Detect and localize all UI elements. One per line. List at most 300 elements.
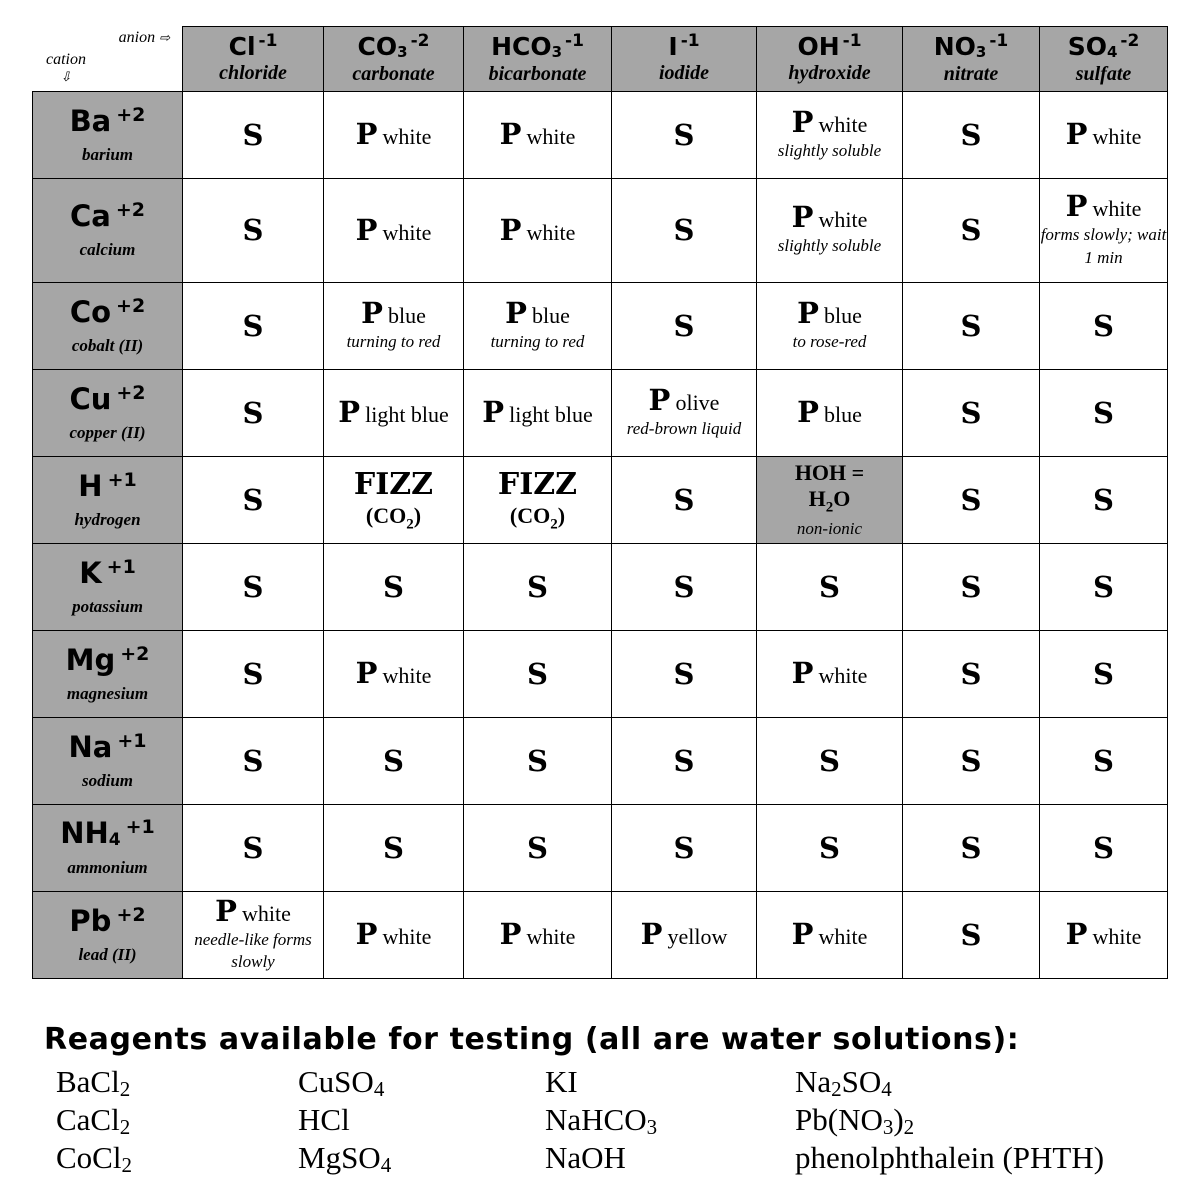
result-line xyxy=(903,569,1039,604)
precipitate-color: white xyxy=(382,663,432,688)
result-line xyxy=(464,917,611,951)
result-line xyxy=(903,482,1039,517)
anion-symbol-base: NO xyxy=(933,31,976,61)
reagent-item xyxy=(795,1066,892,1100)
soluble-mark: S xyxy=(673,656,695,691)
result-cell xyxy=(903,718,1040,805)
precipitate-mark: P xyxy=(361,295,383,330)
result-cell xyxy=(903,892,1040,979)
water-formula-base: H xyxy=(808,485,826,511)
result-cell xyxy=(464,457,612,544)
result-cell xyxy=(757,179,903,283)
result-cell xyxy=(1040,457,1168,544)
result-cell xyxy=(612,718,757,805)
solubility-table-body xyxy=(33,92,1168,979)
anion-symbol xyxy=(757,33,902,59)
result-cell xyxy=(612,631,757,718)
soluble-mark: S xyxy=(383,830,404,865)
result-line xyxy=(183,482,323,517)
result-cell xyxy=(464,179,612,283)
result-line xyxy=(324,117,463,151)
result-cell xyxy=(1040,892,1168,979)
result-cell xyxy=(903,92,1040,179)
reagent-text: CoCl xyxy=(56,1140,122,1175)
reagent-subscript: 2 xyxy=(121,1153,132,1177)
result-line xyxy=(1040,189,1167,224)
result-cell xyxy=(464,370,612,457)
result-cell xyxy=(612,544,757,631)
precipitate-color: white xyxy=(818,111,868,137)
fizz-result: FIZZ xyxy=(497,466,578,502)
result-cell xyxy=(464,718,612,805)
cation-charge: +2 xyxy=(116,903,146,926)
result-cell xyxy=(757,544,903,631)
anion-charge: -2 xyxy=(410,30,430,51)
result-note: to rose-red xyxy=(792,331,867,351)
precipitate-color: blue xyxy=(532,302,570,328)
anion-symbol xyxy=(612,33,756,59)
result-line xyxy=(903,917,1039,952)
soluble-mark: S xyxy=(1093,395,1114,430)
result-cell xyxy=(757,718,903,805)
result-line xyxy=(464,656,611,691)
result-line xyxy=(903,117,1039,152)
reagent-text: ) xyxy=(893,1102,904,1137)
gas-formula xyxy=(324,503,463,533)
result-cell xyxy=(757,457,903,544)
cation-charge: +2 xyxy=(116,103,146,126)
reagent-text: CuSO xyxy=(298,1064,374,1099)
result-line xyxy=(1040,117,1167,151)
table-row xyxy=(33,718,1168,805)
anion-symbol-subscript: 3 xyxy=(551,42,563,61)
soluble-mark: S xyxy=(673,482,695,517)
corner-cell xyxy=(33,27,183,92)
cation-symbol xyxy=(33,729,182,764)
cation-symbol xyxy=(33,903,182,938)
precipitate-color: yellow xyxy=(667,924,728,949)
reagent-item xyxy=(545,1142,626,1173)
table-row xyxy=(33,457,1168,544)
soluble-mark: S xyxy=(960,743,982,778)
result-line xyxy=(757,395,902,429)
anion-symbol-subscript: 3 xyxy=(975,42,987,61)
result-line xyxy=(903,656,1039,691)
reagent-item xyxy=(298,1142,391,1176)
result-line xyxy=(903,830,1039,865)
result-line xyxy=(612,569,756,604)
result-cell xyxy=(757,370,903,457)
cation-header xyxy=(33,631,183,718)
anion-name: iodide xyxy=(659,62,709,84)
cation-charge: +2 xyxy=(115,199,145,221)
result-line xyxy=(183,893,323,928)
anion-header-row xyxy=(33,27,1168,92)
cation-symbol xyxy=(33,201,182,231)
cation-header xyxy=(33,892,183,979)
cation-symbol-base: H xyxy=(78,468,103,503)
result-line xyxy=(183,117,323,152)
table-row xyxy=(33,370,1168,457)
result-cell xyxy=(612,92,757,179)
anion-symbol-subscript: 4 xyxy=(1106,42,1118,61)
anion-symbol-base: I xyxy=(668,32,678,61)
result-cell xyxy=(464,283,612,370)
reagent-text: Pb(NO xyxy=(795,1102,883,1137)
precipitate-color: white xyxy=(1092,924,1142,949)
precipitate-mark: P xyxy=(215,893,237,928)
cation-charge: +2 xyxy=(116,381,146,404)
reagent-item xyxy=(298,1066,384,1100)
right-arrow-icon: ⇨ xyxy=(159,30,170,45)
anion-header xyxy=(464,27,612,92)
result-line xyxy=(1040,569,1167,604)
cation-symbol-base: Pb xyxy=(69,903,112,938)
cation-symbol xyxy=(33,555,182,590)
soluble-mark: S xyxy=(673,830,695,865)
precipitate-mark: P xyxy=(797,295,819,330)
reagent-text: HCl xyxy=(298,1102,350,1137)
reagent-subscript: 4 xyxy=(373,1077,385,1101)
soluble-mark: S xyxy=(960,656,982,691)
anion-symbol xyxy=(464,30,611,61)
cation-name: ammonium xyxy=(67,858,148,877)
cation-charge: +1 xyxy=(107,468,137,491)
result-cell xyxy=(324,718,464,805)
reagent-subscript: 2 xyxy=(831,1077,842,1101)
reagent-text: SO xyxy=(841,1064,882,1099)
cation-charge: +1 xyxy=(106,555,136,578)
precipitate-color: white xyxy=(818,924,868,949)
table-row xyxy=(33,92,1168,179)
result-note: needle-like forms slowly xyxy=(194,929,312,971)
result-cell xyxy=(612,179,757,283)
cation-name: cobalt (II) xyxy=(71,335,144,355)
result-line xyxy=(612,917,756,951)
anion-symbol-base: HCO xyxy=(491,31,552,61)
result-cell xyxy=(324,179,464,283)
result-line xyxy=(1040,395,1167,430)
precipitate-mark: P xyxy=(505,295,527,330)
reagent-item xyxy=(56,1142,132,1176)
result-cell xyxy=(612,457,757,544)
cation-header xyxy=(33,544,183,631)
precipitate-color: white xyxy=(242,900,291,926)
anion-symbol-subscript: 3 xyxy=(397,42,408,61)
cation-symbol-base: Na xyxy=(68,729,113,764)
precipitate-mark: P xyxy=(338,395,360,429)
result-cell xyxy=(183,179,324,283)
precipitate-mark: P xyxy=(355,917,378,951)
cation-header xyxy=(33,457,183,544)
soluble-mark: S xyxy=(819,743,840,778)
reagent-subscript: 3 xyxy=(882,1115,894,1139)
result-cell xyxy=(903,457,1040,544)
anion-charge: -1 xyxy=(258,31,278,51)
result-line xyxy=(757,743,902,778)
result-line xyxy=(757,104,902,139)
reagent-item xyxy=(298,1104,350,1135)
reagent-subscript: 4 xyxy=(380,1153,392,1177)
result-line xyxy=(324,395,463,429)
precipitate-mark: P xyxy=(482,395,504,429)
table-row xyxy=(33,805,1168,892)
gas-formula-end: ) xyxy=(413,502,422,528)
result-cell xyxy=(324,92,464,179)
water-formula-subscript: 2 xyxy=(825,499,834,516)
result-cell xyxy=(183,92,324,179)
cation-header xyxy=(33,718,183,805)
table-row xyxy=(33,892,1168,979)
cation-symbol-subscript: 4 xyxy=(108,830,121,850)
result-cell xyxy=(1040,544,1168,631)
cation-name: calcium xyxy=(79,240,136,259)
soluble-mark: S xyxy=(1093,308,1114,343)
result-cell xyxy=(183,457,324,544)
result-line xyxy=(183,830,323,865)
precipitate-mark: P xyxy=(499,117,522,151)
soluble-mark: S xyxy=(242,569,264,604)
cation-name: sodium xyxy=(81,770,134,790)
result-cell xyxy=(757,92,903,179)
soluble-mark: S xyxy=(383,743,404,778)
result-line xyxy=(464,395,611,429)
anion-header xyxy=(903,27,1040,92)
soluble-mark: S xyxy=(242,830,264,865)
result-cell xyxy=(183,370,324,457)
result-line xyxy=(757,569,902,604)
anion-name: bicarbonate xyxy=(488,62,587,85)
result-cell xyxy=(324,457,464,544)
result-line xyxy=(183,569,323,604)
cation-symbol-base: Ba xyxy=(69,103,112,138)
soluble-mark: S xyxy=(960,482,982,517)
result-cell xyxy=(183,283,324,370)
result-cell xyxy=(183,544,324,631)
anion-symbol xyxy=(324,30,463,61)
result-cell xyxy=(757,631,903,718)
cation-name: copper (II) xyxy=(69,422,146,442)
anion-name: sulfate xyxy=(1075,62,1132,85)
result-line xyxy=(757,200,902,235)
result-line xyxy=(464,212,611,247)
result-line xyxy=(464,295,611,330)
result-line xyxy=(1040,830,1167,865)
result-cell xyxy=(903,283,1040,370)
soluble-mark: S xyxy=(960,917,982,952)
soluble-mark: S xyxy=(1093,830,1114,865)
anion-header xyxy=(183,27,324,92)
anion-charge: -1 xyxy=(989,30,1009,51)
result-cell xyxy=(612,283,757,370)
soluble-mark: S xyxy=(673,569,695,604)
cation-symbol xyxy=(33,818,182,849)
soluble-mark: S xyxy=(527,569,548,604)
soluble-mark: S xyxy=(242,656,264,691)
water-result: HOH = xyxy=(794,459,865,485)
reagent-item xyxy=(545,1066,578,1097)
table-row xyxy=(33,283,1168,370)
anion-charge: -2 xyxy=(1120,30,1140,51)
result-note: slightly soluble xyxy=(777,236,882,256)
gas-formula-subscript: 2 xyxy=(406,516,414,533)
precipitate-color: light blue xyxy=(509,402,593,427)
cation-name: barium xyxy=(81,144,134,164)
precipitate-color: white xyxy=(818,207,868,233)
result-line xyxy=(1040,656,1167,691)
result-cell xyxy=(903,179,1040,283)
result-line xyxy=(757,830,902,865)
result-line xyxy=(324,743,463,778)
anion-header xyxy=(1040,27,1168,92)
reagent-text: BaCl xyxy=(56,1064,120,1099)
result-line xyxy=(464,830,611,865)
result-line xyxy=(612,117,756,152)
reagent-text: NaOH xyxy=(545,1140,626,1175)
cation-name: hydrogen xyxy=(74,509,141,529)
reagent-text: phenolphthalein (PHTH) xyxy=(795,1140,1105,1175)
reagent-subscript: 4 xyxy=(881,1077,892,1101)
anion-symbol xyxy=(183,33,323,59)
result-line xyxy=(183,656,323,691)
result-line xyxy=(464,117,611,151)
cation-symbol-base: Mg xyxy=(65,642,116,677)
precipitate-color: white xyxy=(1092,196,1142,222)
cation-symbol xyxy=(33,381,182,416)
reagent-subscript: 3 xyxy=(646,1115,658,1139)
result-line xyxy=(183,743,323,778)
anion-symbol-base: CO xyxy=(357,31,398,61)
result-note: red-brown liquid xyxy=(626,418,742,438)
cation-charge: +1 xyxy=(125,816,155,838)
precipitate-color: white xyxy=(382,219,432,245)
precipitate-color: white xyxy=(526,924,576,949)
soluble-mark: S xyxy=(242,743,264,778)
result-note: forms slowly; wait 1 min xyxy=(1040,225,1167,267)
precipitate-mark: P xyxy=(648,382,671,417)
precipitate-mark: P xyxy=(640,917,663,951)
table-row xyxy=(33,544,1168,631)
result-note: non-ionic xyxy=(796,519,863,539)
result-cell xyxy=(324,892,464,979)
cation-symbol xyxy=(33,294,182,329)
soluble-mark: S xyxy=(1093,743,1114,778)
result-line xyxy=(324,830,463,865)
result-cell xyxy=(324,283,464,370)
precipitate-mark: P xyxy=(1065,117,1088,151)
precipitate-color: white xyxy=(526,124,576,149)
result-note: slightly soluble xyxy=(777,140,882,160)
precipitate-mark: P xyxy=(791,104,814,139)
water-formula xyxy=(757,486,902,516)
reagent-item xyxy=(545,1104,657,1138)
anion-symbol-base: OH xyxy=(797,32,840,61)
reagent-text: CaCl xyxy=(56,1102,120,1137)
cation-header xyxy=(33,370,183,457)
reagent-item xyxy=(56,1104,130,1138)
gas-formula-subscript: 2 xyxy=(550,516,558,533)
result-line xyxy=(757,656,902,690)
precipitate-color: white xyxy=(818,663,868,688)
result-cell xyxy=(1040,283,1168,370)
result-cell xyxy=(1040,370,1168,457)
result-cell xyxy=(1040,92,1168,179)
soluble-mark: S xyxy=(527,743,548,778)
result-line xyxy=(464,569,611,604)
gas-formula-base: (CO xyxy=(365,502,407,528)
result-cell xyxy=(757,805,903,892)
result-line xyxy=(903,213,1039,247)
precipitate-mark: P xyxy=(499,212,522,247)
precipitate-color: olive xyxy=(675,389,720,415)
cation-charge: +2 xyxy=(120,642,150,665)
anion-header xyxy=(757,27,903,92)
result-note: turning to red xyxy=(490,331,585,351)
reagent-subscript: 2 xyxy=(903,1115,915,1139)
soluble-mark: S xyxy=(960,569,982,604)
anion-name: chloride xyxy=(219,62,287,84)
anion-header xyxy=(612,27,757,92)
anion-symbol xyxy=(903,30,1039,61)
gas-formula-end: ) xyxy=(557,502,566,528)
result-cell xyxy=(757,283,903,370)
result-line xyxy=(903,308,1039,343)
anion-label-text: anion xyxy=(118,29,156,46)
anion-name: carbonate xyxy=(352,62,435,85)
table-row xyxy=(33,179,1168,283)
soluble-mark: S xyxy=(673,213,695,247)
soluble-mark: S xyxy=(383,569,404,604)
result-line xyxy=(1040,743,1167,778)
result-line xyxy=(612,656,756,691)
precipitate-mark: P xyxy=(791,917,814,951)
cation-symbol-base: Co xyxy=(69,294,112,329)
result-cell xyxy=(612,892,757,979)
precipitate-mark: P xyxy=(791,656,814,690)
result-line xyxy=(324,212,463,247)
reagent-item xyxy=(795,1142,1104,1173)
result-cell xyxy=(183,805,324,892)
result-cell xyxy=(903,544,1040,631)
cation-header xyxy=(33,283,183,370)
precipitate-color: light blue xyxy=(365,402,449,427)
soluble-mark: S xyxy=(960,308,982,343)
result-line xyxy=(1040,308,1167,343)
cation-label-text: cation xyxy=(46,51,86,68)
cation-symbol xyxy=(33,103,182,138)
reagents-title: Reagents available for testing (all are water solutions): xyxy=(44,1022,1020,1057)
reagent-subscript: 2 xyxy=(119,1077,131,1101)
cation-symbol-base: Cu xyxy=(69,381,112,416)
soluble-mark: S xyxy=(242,482,264,517)
cation-charge: +2 xyxy=(116,294,146,317)
cation-symbol-base: Ca xyxy=(70,199,111,233)
cation-name: lead (II) xyxy=(78,944,137,964)
result-line xyxy=(324,917,463,951)
result-line xyxy=(757,917,902,951)
soluble-mark: S xyxy=(1093,656,1114,691)
result-cell xyxy=(1040,179,1168,283)
cation-name: magnesium xyxy=(66,683,149,703)
result-cell xyxy=(183,892,324,979)
result-cell xyxy=(464,544,612,631)
solubility-table xyxy=(32,26,1168,979)
result-line xyxy=(1040,482,1167,517)
precipitate-mark: P xyxy=(791,200,814,235)
precipitate-color: white xyxy=(382,124,432,149)
result-cell xyxy=(612,805,757,892)
result-line xyxy=(903,395,1039,430)
